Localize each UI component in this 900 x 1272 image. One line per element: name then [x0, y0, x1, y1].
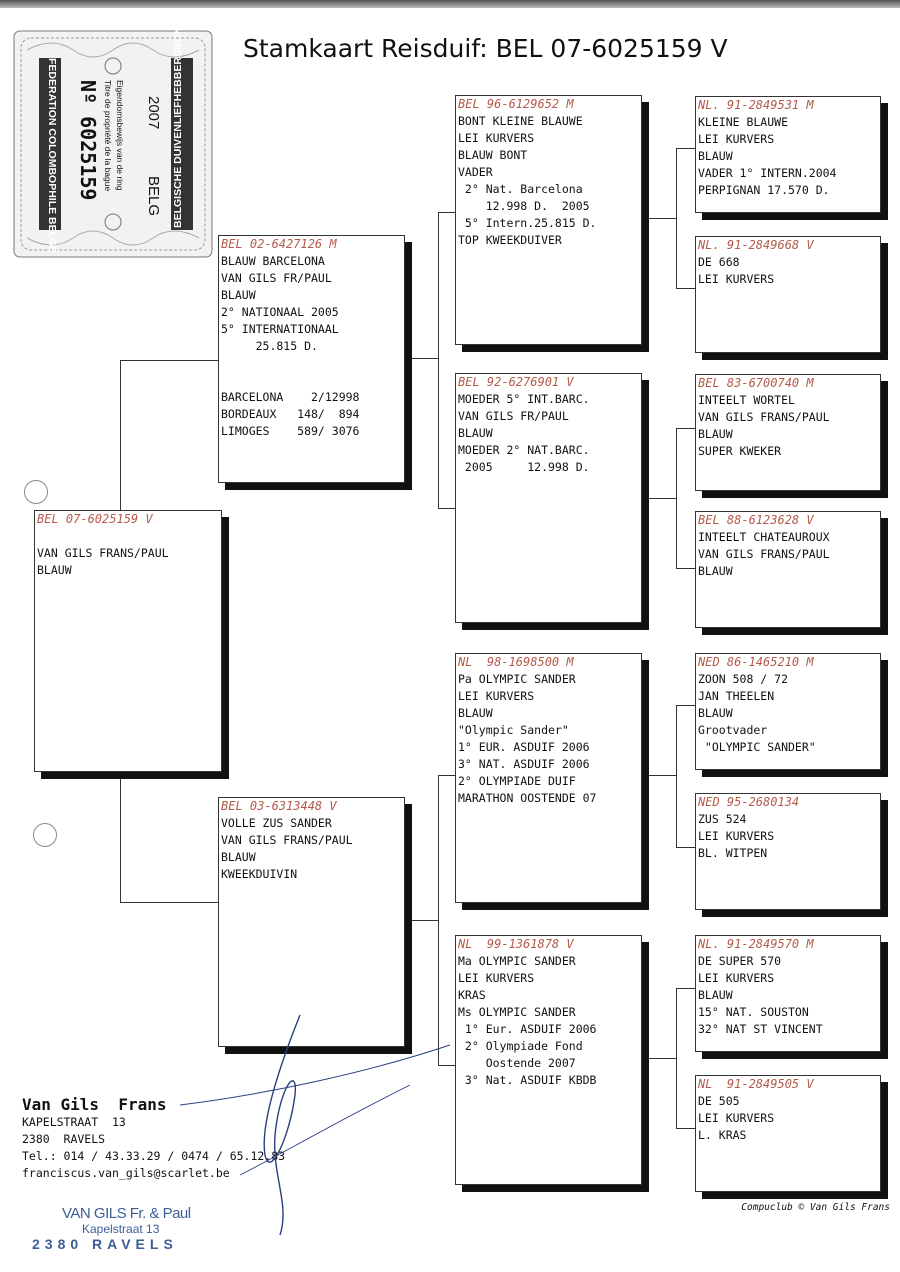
pedigree-ddd: [695, 1075, 881, 1192]
ring-id: BEL 96-6129652 M: [458, 97, 574, 111]
detail-line: LEI KURVERS: [458, 689, 535, 703]
owner-city: 2380 RAVELS: [22, 1132, 106, 1146]
pigeon-details: [35, 528, 221, 579]
pigeon-details: [456, 391, 641, 476]
pigeon-details: [456, 671, 641, 807]
detail-line: 3° NAT. ASDUIF 2006: [458, 757, 590, 771]
connector: [676, 148, 677, 288]
detail-line: VADER: [458, 165, 493, 179]
pedigree-dam-sire: [455, 653, 642, 903]
detail-line: ZUS 524: [698, 812, 747, 826]
detail-line: VAN GILS FRANS/PAUL: [37, 546, 169, 560]
page-title: Stamkaart Reisduif: BEL 07-6025159 V: [243, 34, 728, 63]
detail-line: 15° NAT. SOUSTON: [698, 1005, 809, 1019]
pigeon-details: [696, 529, 880, 580]
scan-top-edge: [0, 0, 900, 8]
detail-line: BLAUW: [698, 706, 733, 720]
pigeon-details: [696, 392, 880, 460]
detail-line: INTEELT CHATEAUROUX: [698, 530, 830, 544]
ring-owner-text-fr: Titre de propriété de la bague: [103, 80, 113, 192]
detail-line: L. KRAS: [698, 1128, 747, 1142]
detail-line: 2005 12.998 D.: [458, 460, 590, 474]
detail-line: MOEDER 5° INT.BARC.: [458, 392, 590, 406]
connector: [676, 428, 677, 568]
pedigree-dss: [695, 653, 881, 770]
detail-line: LEI KURVERS: [698, 1111, 775, 1125]
ring-id: NED 86-1465210 M: [698, 655, 814, 669]
owner-name: Van Gils Frans: [22, 1095, 167, 1114]
ring-id: BEL 92-6276901 V: [458, 375, 574, 389]
pedigree-sire-sire: [455, 95, 642, 345]
ring-id: BEL 02-6427126 M: [221, 237, 337, 251]
detail-line: 3° Nat. ASDUIF KBDB: [458, 1073, 597, 1087]
ring-country: BELG: [145, 176, 162, 217]
address-stamp: [32, 1205, 191, 1252]
detail-line: BLAUW: [698, 149, 733, 163]
ring-id: BEL 83-6700740 M: [698, 376, 814, 390]
connector: [404, 358, 438, 359]
detail-line: BARCELONA 2/12998: [221, 390, 360, 404]
connector: [641, 218, 676, 219]
detail-line: LEI KURVERS: [458, 971, 535, 985]
pigeon-details: [696, 1093, 880, 1144]
detail-line: LEI KURVERS: [698, 829, 775, 843]
detail-line: VADER 1° INTERN.2004: [698, 166, 837, 180]
connector: [438, 212, 439, 508]
detail-line: KWEEKDUIVIN: [221, 867, 298, 881]
detail-line: VAN GILS FR/PAUL: [221, 271, 332, 285]
connector: [641, 775, 676, 776]
ring-id: NL. 91-2849531 M: [698, 98, 814, 112]
pigeon-details: [219, 815, 404, 883]
detail-line: LEI KURVERS: [698, 971, 775, 985]
detail-line: 5° Intern.25.815 D.: [458, 216, 597, 230]
detail-line: LEI KURVERS: [698, 272, 775, 286]
connector: [676, 988, 695, 989]
footer-credit: Compuclub © Van Gils Frans: [741, 1202, 890, 1213]
detail-line: ZOON 508 / 72: [698, 672, 789, 686]
connector: [438, 775, 455, 776]
detail-line: 2° NATIONAAL 2005: [221, 305, 339, 319]
pedigree-dam-dam: [455, 935, 642, 1185]
connector: [676, 568, 695, 569]
detail-line: "Olympic Sander": [458, 723, 569, 737]
detail-line: LIMOGES 589/ 3076: [221, 424, 360, 438]
detail-line: Grootvader: [698, 723, 768, 737]
stamp-line-3: 2380 RAVELS: [32, 1236, 178, 1252]
detail-line: VAN GILS FRANS/PAUL: [698, 410, 830, 424]
detail-line: BLAUW BONT: [458, 148, 528, 162]
detail-line: MARATHON OOSTENDE 07: [458, 791, 597, 805]
pedigree-sss: [695, 96, 881, 213]
detail-line: BLAUW: [458, 426, 493, 440]
connector: [676, 847, 695, 848]
ring-owner-text-nl: Eigendomsbewijs van de ring: [115, 80, 125, 191]
detail-line: DE 668: [698, 255, 740, 269]
punch-hole: [33, 823, 57, 847]
owner-street: KAPELSTRAAT 13: [22, 1115, 126, 1129]
pigeon-details: [696, 811, 880, 862]
detail-line: 25.815 D.: [221, 339, 318, 353]
ring-year: 2007: [145, 96, 162, 130]
detail-line: KLEINE BLAUWE: [698, 115, 789, 129]
owner-email: franciscus.van_gils@scarlet.be: [22, 1166, 230, 1180]
detail-line: BLAUW: [458, 706, 493, 720]
detail-line: "OLYMPIC SANDER": [698, 740, 816, 754]
detail-line: BLAUW: [698, 427, 733, 441]
stamp-line-2: Kapelstraat 13: [82, 1222, 160, 1236]
pedigree-sire-dam: [455, 373, 642, 623]
detail-line: PERPIGNAN 17.570 D.: [698, 183, 830, 197]
pigeon-details: [696, 254, 880, 288]
detail-line: LEI KURVERS: [698, 132, 775, 146]
detail-line: BLAUW: [221, 850, 256, 864]
detail-line: VAN GILS FRANS/PAUL: [698, 547, 830, 561]
detail-line: KRAS: [458, 988, 486, 1002]
pigeon-details: [456, 953, 641, 1089]
detail-line: BORDEAUX 148/ 894: [221, 407, 360, 421]
pedigree-dds: [695, 935, 881, 1052]
pedigree-dsd: [695, 793, 881, 910]
detail-line: 5° INTERNATIONAAL: [221, 322, 339, 336]
detail-line: BLAUW: [37, 563, 72, 577]
connector: [641, 498, 676, 499]
connector: [676, 705, 695, 706]
ring-number: Nº 6025159: [76, 80, 100, 201]
ring-id: BEL 88-6123628 V: [698, 513, 814, 527]
detail-line: MOEDER 2° NAT.BARC.: [458, 443, 590, 457]
detail-line: BL. WITPEN: [698, 846, 768, 860]
connector: [676, 988, 677, 1128]
detail-line: DE 505: [698, 1094, 740, 1108]
ring-id: NL. 91-2849570 M: [698, 937, 814, 951]
detail-line: 32° NAT ST VINCENT: [698, 1022, 823, 1036]
detail-line: 2° Nat. Barcelona: [458, 182, 583, 196]
ring-id: BEL 07-6025159 V: [37, 512, 153, 526]
pedigree-sdd: [695, 511, 881, 628]
detail-line: BLAUW: [221, 288, 256, 302]
detail-line: SUPER KWEKER: [698, 444, 782, 458]
detail-line: Pa OLYMPIC SANDER: [458, 672, 576, 686]
detail-line: LEI KURVERS: [458, 131, 535, 145]
detail-line: BONT KLEINE BLAUWE: [458, 114, 583, 128]
detail-line: 1° EUR. ASDUIF 2006: [458, 740, 590, 754]
detail-line: BLAUW: [698, 988, 733, 1002]
pigeon-details: [696, 114, 880, 199]
detail-line: JAN THEELEN: [698, 689, 775, 703]
pigeon-details: [456, 113, 641, 249]
detail-line: DE SUPER 570: [698, 954, 782, 968]
connector: [120, 360, 218, 361]
detail-line: 2° OLYMPIADE DUIF: [458, 774, 576, 788]
ring-id: NL. 91-2849668 V: [698, 238, 814, 252]
detail-line: TOP KWEEKDUIVER: [458, 233, 562, 247]
pedigree-sds: [695, 374, 881, 491]
ring-id: BEL 03-6313448 V: [221, 799, 337, 813]
connector: [120, 360, 121, 510]
connector: [120, 902, 218, 903]
ring-id: NL 91-2849505 V: [698, 1077, 814, 1091]
detail-line: VOLLE ZUS SANDER: [221, 816, 332, 830]
connector: [676, 428, 695, 429]
detail-line: BLAUW BARCELONA: [221, 254, 325, 268]
pedigree-ssd: [695, 236, 881, 353]
connector: [676, 148, 695, 149]
connector: [676, 705, 677, 847]
ring-id: NED 95-2680134: [698, 795, 800, 809]
ring-org-fr: FEDERATION COLOMBOPHILE BELGE: [46, 58, 58, 254]
detail-line: VAN GILS FRANS/PAUL: [221, 833, 353, 847]
detail-line: [221, 372, 402, 389]
pedigree-sire: [218, 235, 405, 483]
ring-id: NL 99-1361878 V: [458, 937, 574, 951]
ring-id: NL 98-1698500 M: [458, 655, 574, 669]
detail-line: Ma OLYMPIC SANDER: [458, 954, 576, 968]
detail-line: 1° Eur. ASDUIF 2006: [458, 1022, 597, 1036]
connector: [438, 212, 455, 213]
detail-line: Ms OLYMPIC SANDER: [458, 1005, 576, 1019]
pigeon-details: [696, 671, 880, 756]
pedigree-subject: [34, 510, 222, 772]
detail-line: [37, 528, 219, 545]
connector: [676, 288, 695, 289]
punch-hole: [24, 480, 48, 504]
owner-phone: Tel.: 014 / 43.33.29 / 0474 / 65.12.83: [22, 1149, 286, 1163]
pigeon-details: [696, 953, 880, 1038]
detail-line: Oostende 2007: [458, 1056, 576, 1070]
detail-line: 12.998 D. 2005: [458, 199, 590, 213]
connector: [676, 1128, 695, 1129]
connector: [404, 920, 438, 921]
detail-line: VAN GILS FR/PAUL: [458, 409, 569, 423]
detail-line: BLAUW: [698, 564, 733, 578]
stamp-line-1: VAN GILS Fr. & Paul: [62, 1205, 191, 1222]
connector: [120, 770, 121, 902]
connector: [641, 1058, 676, 1059]
ring-org-nl: BELGISCHE DUIVENLIEFHEBBERSBOND: [172, 19, 184, 228]
pigeon-details: [219, 253, 404, 440]
detail-line: 2° Olympiade Fond: [458, 1039, 583, 1053]
detail-line: [221, 355, 402, 372]
connector: [438, 508, 455, 509]
detail-line: INTEELT WORTEL: [698, 393, 795, 407]
handwritten-signature: [180, 1005, 460, 1245]
